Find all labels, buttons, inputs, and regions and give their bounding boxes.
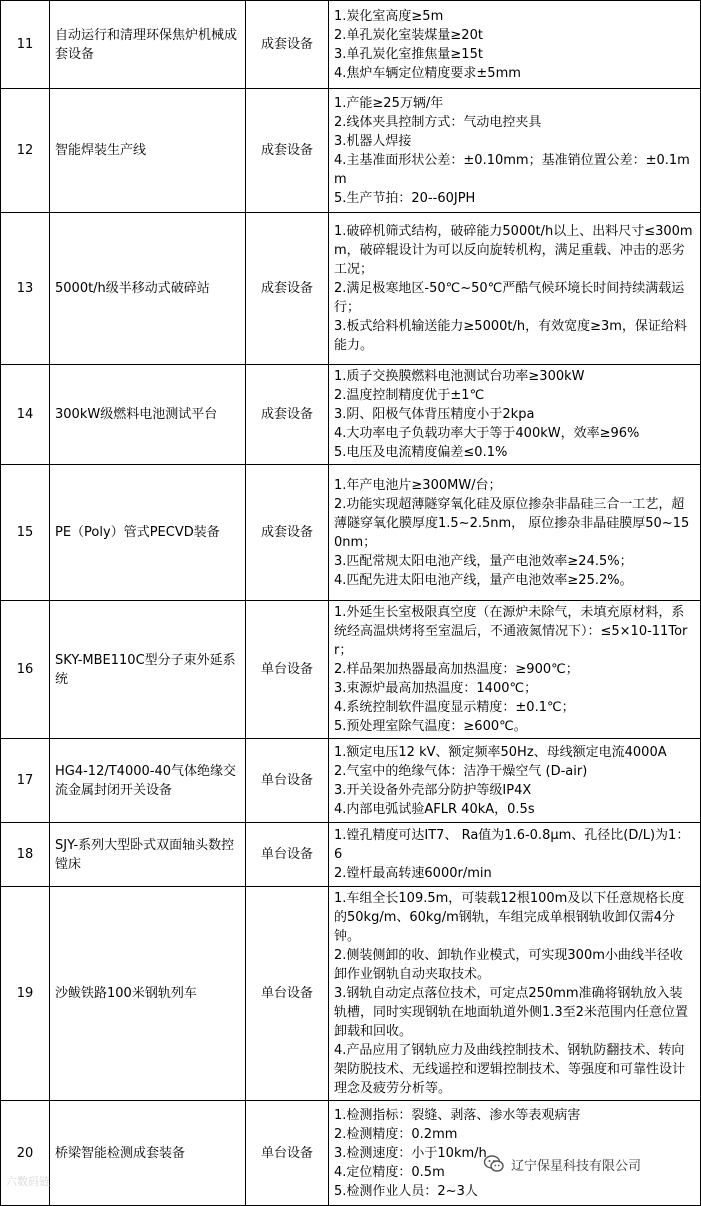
spec-line: 2.检测精度：0.2mm	[334, 1126, 458, 1142]
spec-line: 4.系统控制软件温度显示精度：±0.1℃；	[334, 700, 575, 715]
spec-line: 4.定位精度：0.5m	[334, 1164, 445, 1180]
row-number: 13	[1, 213, 50, 365]
equipment-name: 5000t/h级半移动式破碎站	[50, 213, 246, 365]
equipment-type: 成套设备	[246, 365, 329, 465]
spec-line: 1.外延生长室极限真空度（在源炉未除气，未填充原材料，系统经高温烘烤将至室温后，不通液氮情况下）：≤5×10-11Torr；	[334, 605, 688, 658]
equipment-type: 成套设备	[246, 1, 329, 89]
watermark-left: 六数码链	[6, 1175, 50, 1188]
spec-line: 3.开关设备外壳部分防护等级IP4X	[334, 782, 532, 798]
spec-line: 3.钢轨自动定点落位技术，可定点250mm准确将钢轨放入装轨槽，同时实现钢轨在地面轨道外侧1.3至2米范围内任意位置卸载和回收。	[334, 986, 688, 1039]
spec-line: 3.阴、阳极气体背压精度小于2kpa	[334, 407, 535, 422]
spec-line: 2.样品架加热器最高加热温度：≥900℃；	[334, 662, 579, 677]
equipment-name: SJY-系列大型卧式双面轴头数控镗床	[50, 823, 246, 887]
equipment-name: 沙鲅铁路100米钢轨列车	[50, 887, 246, 1101]
equipment-name: 智能焊装生产线	[50, 89, 246, 213]
spec-line: 3.单孔炭化室推焦量≥15t	[334, 46, 483, 62]
spec-cell	[329, 365, 701, 465]
table-row	[1, 887, 701, 1101]
spec-cell	[329, 601, 701, 739]
equipment-type: 单台设备	[246, 601, 329, 739]
spec-line: 1.车组全长109.5m，可装载12根100m及以下任意规格长度的50kg/m、60kg/m钢轨，车组完成单根钢轨收卸仅需4分钟。	[334, 891, 685, 944]
spec-line: 5.电压及电流精度偏差≤0.1%	[334, 445, 508, 460]
equipment-name: 桥梁智能检测成套装备	[50, 1101, 246, 1206]
spec-line: 5.生产节拍：20--60JPH	[334, 190, 476, 206]
row-number: 11	[1, 1, 50, 89]
spec-cell	[329, 739, 701, 823]
wechat-icon	[483, 1153, 505, 1175]
spec-cell	[329, 465, 701, 601]
watermark-company: 辽宁保星科技有限公司	[511, 1158, 642, 1174]
spec-line: 4.大功率电子负载功率大于等于400kW，效率≥96%	[334, 426, 640, 441]
spec-line: 2.温度控制精度优于±1℃	[334, 388, 485, 403]
equipment-name: 300kW级燃料电池测试平台	[50, 365, 246, 465]
spec-line: 1.镗孔精度可达IT7、 Ra值为1.6-0.8μm、孔径比(D/L)为1：6	[334, 828, 690, 862]
table-row	[1, 465, 701, 601]
watermark-right	[483, 1153, 641, 1175]
row-number: 18	[1, 823, 50, 887]
equipment-type: 单台设备	[246, 823, 329, 887]
equipment-name: SKY-MBE110C型分子束外延系统	[50, 601, 246, 739]
equipment-name: HG4-12/T4000-40气体绝缘交流金属封闭开关设备	[50, 739, 246, 823]
equipment-name: 自动运行和清理环保焦炉机械成套设备	[50, 1, 246, 89]
row-number: 19	[1, 887, 50, 1101]
spec-line: 4.内部电弧试验AFLR 40kA，0.5s	[334, 801, 535, 817]
spec-line: 2.功能实现超薄隧穿氧化硅及原位掺杂非晶硅三合一工艺，超薄隧穿氧化膜厚度1.5~2.5nm， 原位掺杂非晶硅膜厚50~150nm；	[334, 496, 690, 550]
spec-line: 1.炭化室高度≥5m	[334, 8, 444, 24]
spec-line: 2.镗杆最高转速6000r/min	[334, 866, 492, 881]
spec-line: 2.单孔炭化室装煤量≥20t	[334, 27, 483, 43]
table-row	[1, 739, 701, 823]
table-body	[1, 1, 701, 1206]
equipment-type: 成套设备	[246, 213, 329, 365]
spec-cell	[329, 89, 701, 213]
spec-line: 3.检测速度：小于10km/h	[334, 1145, 487, 1161]
table-row	[1, 365, 701, 465]
table-row	[1, 823, 701, 887]
equipment-type: 单台设备	[246, 1101, 329, 1206]
spec-line: 5.检测作业人员：2~3人	[334, 1183, 478, 1199]
spec-line: 1.破碎机筛式结构，破碎能力5000t/h以上、出料尺寸≤300mm，破碎辊设计为可以反向旋转机构，满足重载、冲击的恶劣工况；	[334, 224, 693, 277]
spec-line: 1.检测指标：裂缝、剥落、渗水等表观病害	[334, 1107, 581, 1123]
row-number: 20	[1, 1101, 50, 1206]
spec-line: 1.产能≥25万辆/年	[334, 95, 444, 111]
spec-line: 4.产品应用了钢轨应力及曲线控制技术、钢轨防翻技术、转向架防脱技术、无线遥控和逻辑控制技术、等强度和可靠性设计理念及疲劳分析等。	[334, 1043, 686, 1096]
equipment-type: 成套设备	[246, 89, 329, 213]
row-number: 14	[1, 365, 50, 465]
spec-line: 2.满足极寒地区-50℃~50℃严酷气候环境长时间持续满载运行；	[334, 281, 685, 315]
spec-line: 2.侧装侧卸的收、卸轨作业模式，可实现300m小曲线半径收卸作业钢轨自动夹取技术。	[334, 948, 683, 982]
spec-cell	[329, 887, 701, 1101]
spec-line: 5.预处理室除气温度：≥600℃。	[334, 719, 527, 734]
row-number: 16	[1, 601, 50, 739]
spec-line: 3.机器人焊接	[334, 133, 412, 149]
table-row	[1, 601, 701, 739]
row-number: 17	[1, 739, 50, 823]
table-row	[1, 1, 701, 89]
spec-line: 1.额定电压12 kV、额定频率50Hz、母线额定电流4000A	[334, 744, 667, 760]
equipment-type: 单台设备	[246, 739, 329, 823]
spec-line: 4.匹配先进太阳电池产线，量产电池效率≥25.2%。	[334, 572, 633, 588]
spec-cell	[329, 823, 701, 887]
spec-line: 2.线体夹具控制方式：气动电控夹具	[334, 114, 542, 130]
spec-cell	[329, 213, 701, 365]
spec-line: 1.质子交换膜燃料电池测试台功率≥300kW	[334, 369, 585, 384]
spec-line: 2.气室中的绝缘气体：洁净干燥空气 (D-air)	[334, 763, 588, 779]
equipment-name: PE（Poly）管式PECVD装备	[50, 465, 246, 601]
spec-line: 3.板式给料机输送能力≥5000t/h，有效宽度≥3m，保证给料能力。	[334, 319, 687, 353]
spec-line: 1.年产电池片≥300MW/台；	[334, 477, 502, 493]
spec-line: 3.束源炉最高加热温度：1400℃；	[334, 681, 538, 696]
spec-line: 4.焦炉车辆定位精度要求±5mm	[334, 65, 521, 81]
spec-line: 4.主基准面形状公差：±0.10mm；基准销位置公差：±0.1mm	[334, 152, 690, 187]
row-number: 12	[1, 89, 50, 213]
table-row	[1, 213, 701, 365]
equipment-type: 成套设备	[246, 465, 329, 601]
row-number: 15	[1, 465, 50, 601]
spec-line: 3.匹配常规太阳电池产线，量产电池效率≥24.5%；	[334, 553, 633, 569]
equipment-type: 单台设备	[246, 887, 329, 1101]
spec-cell	[329, 1, 701, 89]
table-row	[1, 89, 701, 213]
